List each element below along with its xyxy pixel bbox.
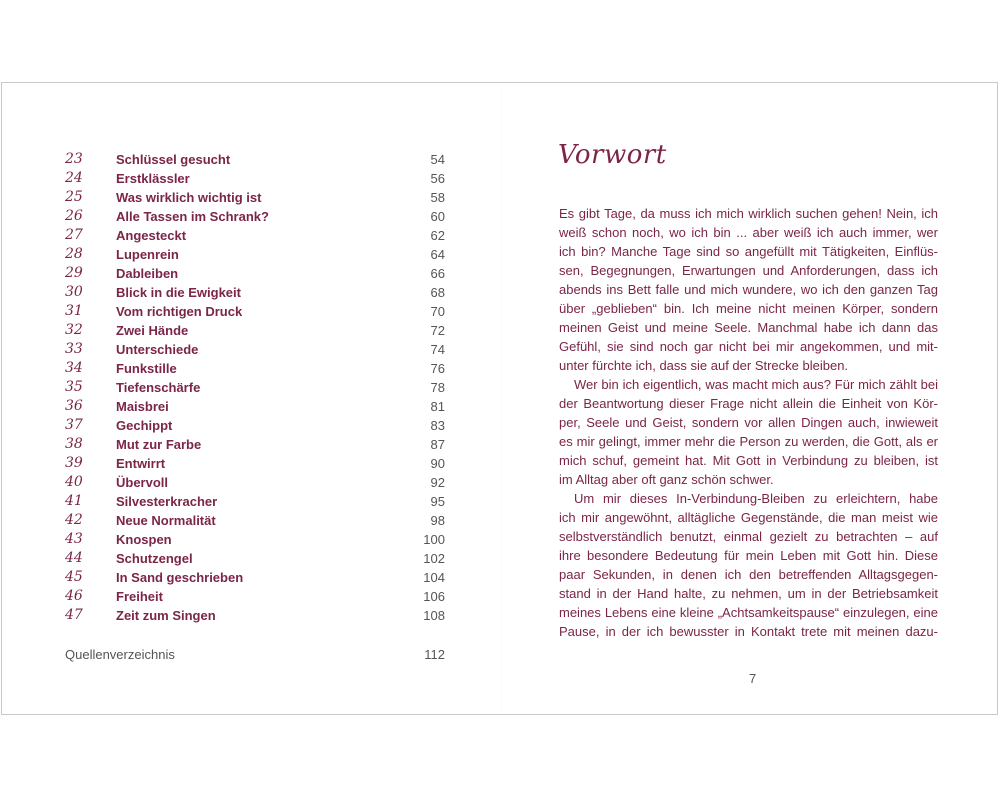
toc-entry-title: Schutzengel <box>116 551 193 566</box>
toc-entry <box>65 188 445 207</box>
toc-entry <box>65 321 445 340</box>
body-line: selbstverständlich benutzt, einmal gezielt zu betrachten – auf <box>559 529 938 544</box>
toc-entry-title: Vom richtigen Druck <box>116 304 243 319</box>
toc-entry-page: 70 <box>430 304 445 319</box>
body-line: ihre besondere Bedeutung für mein Leben mit Gott hin. Diese <box>559 548 938 563</box>
toc-entry-page: 60 <box>430 209 445 224</box>
toc-entry <box>65 245 445 264</box>
body-line: unter fürchte ich, dass sie auf der Strecke bleiben. <box>559 358 849 373</box>
table-of-contents <box>65 150 445 625</box>
toc-entry <box>65 302 445 321</box>
toc-entry <box>65 378 445 397</box>
toc-entry-title: Angesteckt <box>116 228 187 243</box>
toc-entry-page: 108 <box>423 608 445 623</box>
toc-entry-page: 68 <box>430 285 445 300</box>
toc-entry <box>65 397 445 416</box>
toc-entry <box>65 226 445 245</box>
book-spread <box>1 82 998 715</box>
toc-entry-title: Zeit zum Singen <box>116 608 216 623</box>
toc-entry-number: 47 <box>65 607 83 623</box>
page-number: 7 <box>749 671 757 686</box>
toc-entry-title: Lupenrein <box>116 247 179 262</box>
toc-entry-page: 64 <box>430 247 445 262</box>
foreword-body <box>559 204 938 641</box>
toc-entry <box>65 549 445 568</box>
body-line: es mir gelingt, immer mehr die Person zu werden, die Gott, als er <box>559 434 938 449</box>
toc-entry-number: 42 <box>65 512 83 528</box>
toc-entry <box>65 568 445 587</box>
toc-entry-number: 24 <box>65 170 83 186</box>
toc-entry-title: Mut zur Farbe <box>116 437 202 452</box>
toc-entry-page: 92 <box>430 475 445 490</box>
toc-entry <box>65 587 445 606</box>
toc-entry-page: 95 <box>430 494 445 509</box>
body-line: sen, Begegnungen, Erwartungen und Anforderungen, dass ich <box>559 263 938 278</box>
toc-entry-page: 81 <box>430 399 445 414</box>
foreword-heading: Vorwort <box>558 140 667 170</box>
toc-entry-title: Zwei Hände <box>116 323 189 338</box>
body-line: Wer bin ich eigentlich, was macht mich aus? Für mich zählt bei <box>574 377 938 392</box>
toc-entry-title: In Sand geschrieben <box>116 570 244 585</box>
toc-sources-label: Quellenverzeichnis <box>65 647 175 662</box>
toc-entry <box>65 530 445 549</box>
toc-entry-number: 28 <box>65 246 83 262</box>
toc-entry-number: 41 <box>65 493 83 509</box>
toc-entry-page: 58 <box>430 190 445 205</box>
toc-entry-number: 33 <box>65 341 83 357</box>
body-line: im Alltag aber oft ganz schön schwer. <box>559 472 774 487</box>
toc-sources-page: 112 <box>424 647 445 662</box>
toc-entry-page: 78 <box>430 380 445 395</box>
toc-entry-number: 35 <box>65 379 83 395</box>
toc-entry-title: Maisbrei <box>116 399 169 414</box>
toc-entry-number: 45 <box>65 569 83 585</box>
body-line: ich bin? Manche Tage sind so angefüllt mit Tätigkeiten, Einflüs- <box>559 244 938 259</box>
body-line: Pause, in der ich bewusster in Kontakt trete mit meinen dazu- <box>559 624 938 639</box>
toc-entry-number: 26 <box>65 208 83 224</box>
toc-entry <box>65 492 445 511</box>
toc-entry-title: Freiheit <box>116 589 163 604</box>
toc-entry-number: 30 <box>65 284 83 300</box>
toc-entry-page: 83 <box>430 418 445 433</box>
toc-entry-number: 27 <box>65 227 83 243</box>
toc-entry-title: Neue Normalität <box>116 513 216 528</box>
body-line: Es gibt Tage, da muss ich mich wirklich suchen gehen! Nein, ich <box>559 206 938 221</box>
toc-entry-number: 46 <box>65 588 83 604</box>
toc-entry-page: 54 <box>430 152 445 167</box>
toc-entry-title: Schlüssel gesucht <box>116 152 231 167</box>
toc-entry <box>65 207 445 226</box>
toc-entry-title: Blick in die Ewigkeit <box>116 285 241 300</box>
toc-entry-title: Unterschiede <box>116 342 199 357</box>
toc-entry <box>65 264 445 283</box>
toc-entry-number: 29 <box>65 265 83 281</box>
toc-entry-number: 23 <box>65 151 83 167</box>
toc-entry-number: 31 <box>65 303 83 319</box>
toc-entry-number: 39 <box>65 455 83 471</box>
body-line: stand in der Hand halte, zu nehmen, um in der Betriebsamkeit <box>559 586 938 601</box>
body-line: paar Sekunden, in denen ich den betreffenden Alltagsgegen- <box>559 567 938 582</box>
toc-entry-title: Dableiben <box>116 266 179 281</box>
body-line: weiß schon noch, wo ich bin ... aber weiß ich auch immer, wer <box>559 225 938 240</box>
toc-entry-number: 34 <box>65 360 83 376</box>
toc-entry-title: Funkstille <box>116 361 177 376</box>
toc-entry-page: 66 <box>430 266 445 281</box>
toc-entry-number: 36 <box>65 398 83 414</box>
body-line: meinen Geist und meine Seele. Manchmal habe ich dann das <box>559 320 938 335</box>
toc-entry-number: 37 <box>65 417 83 433</box>
toc-entry <box>65 340 445 359</box>
toc-entry-title: Entwirrt <box>116 456 166 471</box>
toc-entry-page: 56 <box>430 171 445 186</box>
toc-entry <box>65 283 445 302</box>
toc-entry <box>65 359 445 378</box>
toc-sources-entry <box>65 645 445 664</box>
toc-entry-page: 74 <box>430 342 445 357</box>
body-line: per, Seele und Geist, sondern vor allen Dingen auch, inwieweit <box>559 415 938 430</box>
toc-entry-title: Alle Tassen im Schrank? <box>116 209 269 224</box>
toc-entry-page: 100 <box>423 532 445 547</box>
toc-entry-number: 40 <box>65 474 83 490</box>
toc-entry-title: Knospen <box>116 532 172 547</box>
book-gutter <box>501 83 502 714</box>
toc-entry <box>65 169 445 188</box>
toc-entry-page: 90 <box>430 456 445 471</box>
body-line: Gefühl, sie sind noch gar nicht bei mir angekommen, und mit- <box>559 339 938 354</box>
toc-entry-page: 62 <box>430 228 445 243</box>
toc-entry-title: Tiefenschärfe <box>116 380 201 395</box>
toc-entry-page: 72 <box>430 323 445 338</box>
toc-entry-number: 25 <box>65 189 83 205</box>
toc-entry-title: Übervoll <box>116 475 169 490</box>
toc-entry <box>65 511 445 530</box>
toc-entry-page: 76 <box>430 361 445 376</box>
toc-entry-number: 38 <box>65 436 83 452</box>
body-line: mich schuf, gemeint hat. Mit Gott in Verbindung zu bleiben, ist <box>559 453 938 468</box>
toc-entry-page: 87 <box>430 437 445 452</box>
body-line: ich mir angewöhnt, alltägliche Gegenstände, die man meist wie <box>559 510 938 525</box>
toc-entry <box>65 150 445 169</box>
toc-entry-title: Gechippt <box>116 418 173 433</box>
toc-entry <box>65 606 445 625</box>
body-line: meines Lebens eine kleine „Achtsamkeitspause“ einzulegen, eine <box>559 605 938 620</box>
body-line: abends ins Bett falle und mich wundere, wo ich den ganzen Tag <box>559 282 938 297</box>
toc-entry <box>65 473 445 492</box>
toc-entry <box>65 435 445 454</box>
body-line: über „geblieben“ bin. Ich meine nicht meinen Körper, sondern <box>559 301 938 316</box>
toc-entry-number: 32 <box>65 322 83 338</box>
toc-entry-page: 106 <box>423 589 445 604</box>
toc-entry-title: Was wirklich wichtig ist <box>116 190 262 205</box>
toc-entry-page: 98 <box>430 513 445 528</box>
toc-entry-title: Silvesterkracher <box>116 494 218 509</box>
toc-entry-title: Erstklässler <box>116 171 190 186</box>
toc-entry <box>65 416 445 435</box>
toc-entry-number: 43 <box>65 531 83 547</box>
toc-entry-page: 104 <box>423 570 445 585</box>
body-line: Um mir dieses In-Verbindung-Bleiben zu erleichtern, habe <box>574 491 938 506</box>
body-line: der Beantwortung dieser Frage nicht allein die Einheit von Kör- <box>559 396 938 411</box>
toc-entry-page: 102 <box>423 551 445 566</box>
toc-entry-number: 44 <box>65 550 83 566</box>
toc-entry <box>65 454 445 473</box>
